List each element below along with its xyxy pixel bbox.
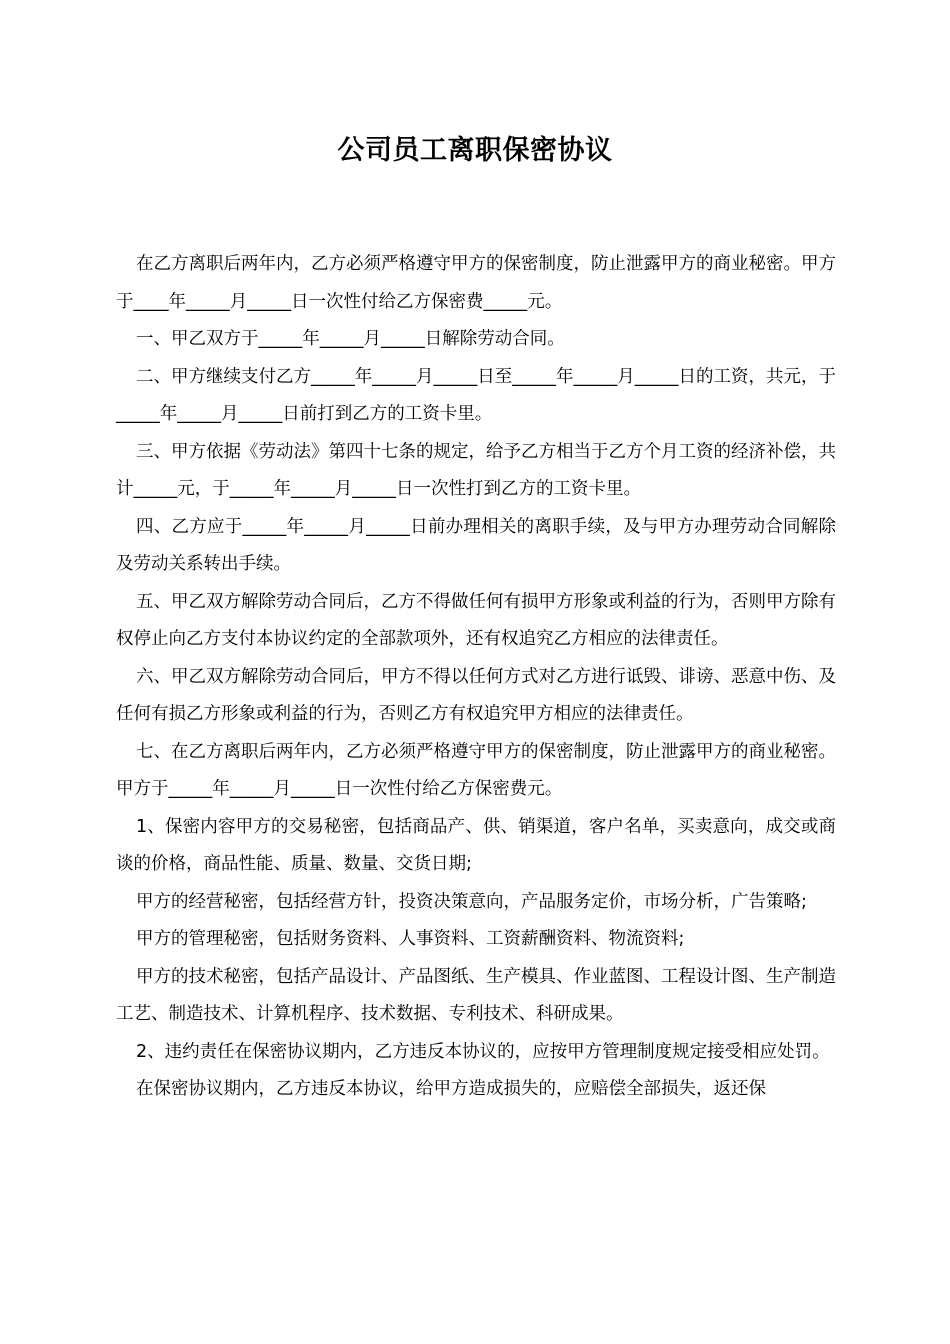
paragraph-clause-1: 一、甲乙双方于_____年_____月_____日解除劳动合同。 [136, 329, 565, 349]
paragraph-clause-7: 七、在乙方离职后两年内，乙方必须严格遵守甲方的保密制度，防止泄露甲方的商业秘密。甲方于_____年_____月_____日一次性付给乙方保密费元。 [116, 741, 836, 799]
document-body [116, 246, 836, 1109]
paragraph-intro: 在乙方离职后两年内，乙方必须严格遵守甲方的保密制度，防止泄露甲方的商业秘密。甲方于____年_____月_____日一次性付给乙方保密费_____元。 [116, 254, 836, 312]
paragraph-confidential-content: 1、保密内容甲方的交易秘密，包括商品产、供、销渠道，客户名单，买卖意向，成交或商谈的价格，商品性能、质量、数量、交货日期; [116, 816, 836, 874]
paragraph-compensation: 在保密协议期内，乙方违反本协议，给甲方造成损失的，应赔偿全部损失，返还保 [136, 1079, 766, 1099]
paragraph-business-secrets: 甲方的经营秘密，包括经营方针，投资决策意向，产品服务定价，市场分析，广告策略; [136, 891, 807, 912]
paragraph-clause-5: 五、甲乙双方解除劳动合同后，乙方不得做任何有损甲方形象或利益的行为，否则甲方除有权停止向乙方支付本协议约定的全部款项外，还有权追究乙方相应的法律责任。 [116, 591, 836, 649]
document-title: 公司员工离职保密协议 [337, 135, 613, 166]
paragraph-liability: 2、违约责任在保密协议期内，乙方违反本协议的，应按甲方管理制度规定接受相应处罚。 [136, 1041, 830, 1062]
paragraph-technical-secrets: 甲方的技术秘密，包括产品设计、产品图纸、生产模具、作业蓝图、工程设计图、生产制造工艺、制造技术、计算机程序、技术数据、专利技术、科研成果。 [116, 966, 836, 1024]
paragraph-clause-2: 二、甲方继续支付乙方_____年_____月_____日至_____年_____月_____日的工资，共元，于_____年_____月_____日前打到乙方的工资卡里。 [116, 366, 836, 424]
paragraph-management-secrets: 甲方的管理秘密，包括财务资料、人事资料、工资薪酬资料、物流资料; [136, 929, 685, 949]
paragraph-clause-4: 四、乙方应于_____年_____月_____日前办理相关的离职手续，及与甲方办理劳动合同解除及劳动关系转出手续。 [116, 516, 836, 574]
paragraph-clause-3: 三、甲方依据《劳动法》第四十七条的规定，给予乙方相当于乙方个月工资的经济补偿，共计_____元，于_____年_____月_____日一次性打到乙方的工资卡里。 [116, 441, 836, 499]
paragraph-clause-6: 六、甲乙双方解除劳动合同后，甲方不得以任何方式对乙方进行诋毁、诽谤、恶意中伤、及任何有损乙方形象或利益的行为，否则乙方有权追究甲方相应的法律责任。 [116, 666, 836, 724]
